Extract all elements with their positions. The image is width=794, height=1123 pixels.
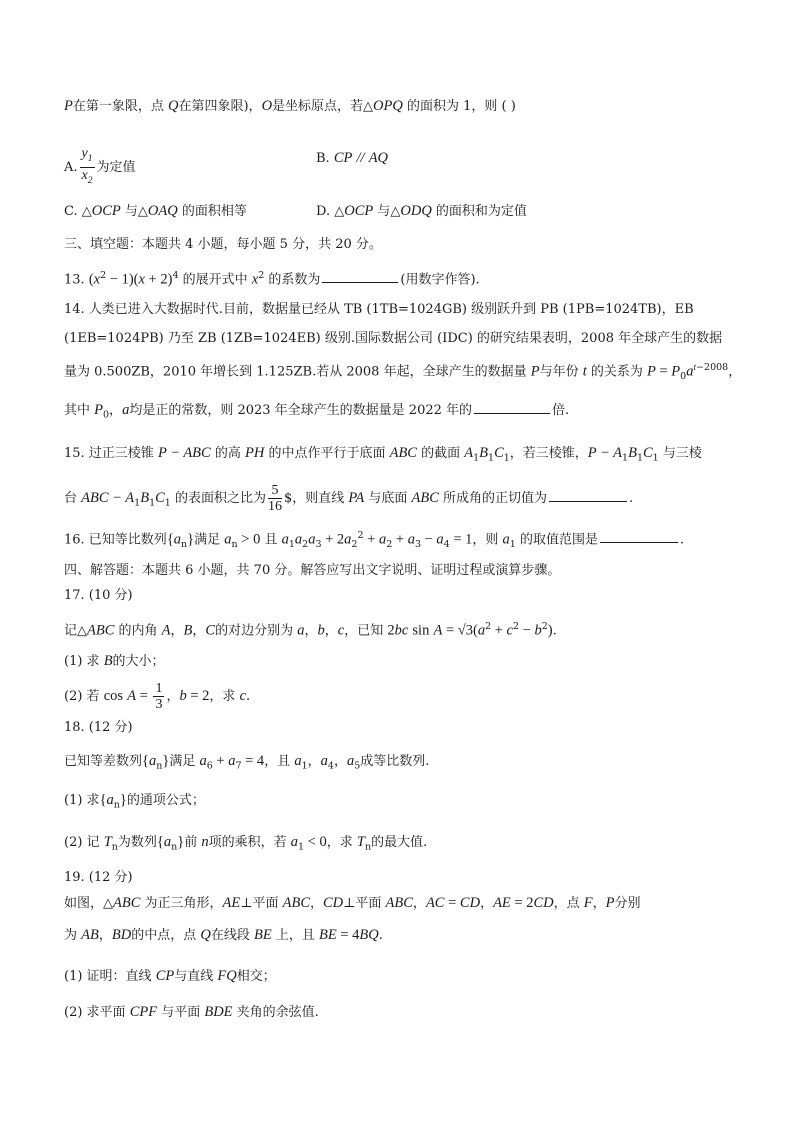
fraction-1-3: $\frac{1}{3}$	[155, 681, 163, 712]
q18-part-1: (1) 求$\{a_n\}$的通项公式；	[64, 792, 205, 811]
answer-blank	[474, 399, 550, 414]
q19-part-2: (2) 求平面 CPF 与平面 BDE 夹角的余弦值.	[64, 1004, 319, 1020]
q15-line-1: 15. 过正三棱锥 P − ABC 的高 PH 的中点作平行于底面 ABC 的截面 $A_1B_1C_1$，若三棱锥，$P - A_1B_1C_1$ 与三棱	[64, 445, 702, 464]
q13: 13. $(x^2 - 1)(x + 2)^4$ 的展开式中 $x^2$ 的系数为 (用数字作答).	[64, 270, 480, 288]
q19-line-1: 如图，△ABC 为正三角形，AE⊥平面 ABC，CD⊥平面 ABC，AC = CD，AE = 2CD，点 F，P分别	[64, 895, 641, 911]
q14-line-3: 量为 0.500ZB，2010 年增长到 1.125ZB.若从 2008 年起，全球产生的数据量 P与年份 t 的关系为 $P = P_0a^{t-2008}$，	[64, 362, 742, 382]
q17-part-2: (2) 若 cos A = $\frac{1}{3}$ ，b = 2，求 c.	[64, 681, 251, 712]
q14-line-2: (1EB=1024PB) 乃至 ZB (1ZB=1024EB) 级别.国际数据公司 (IDC) 的研究结果表明，2008 年全球产生的数据	[64, 331, 723, 346]
fraction-y1-x2: $\frac{y_1}{x_2}$	[81, 146, 93, 186]
q12-option-b: B. CP // AQ	[316, 150, 389, 166]
q19-line-2: 为 AB，BD的中点，点 Q在线段 BE 上，且 BE = 4BQ.	[64, 927, 383, 943]
section-3-heading: 三、填空题：本题共 4 小题，每小题 5 分，共 20 分。	[64, 237, 382, 252]
q17-heading: 17. (10 分)	[64, 588, 133, 603]
section-4-heading: 四、解答题：本题共 6 小题，共 70 分。解答应写出文字说明、证明过程或演算步骤。	[64, 563, 561, 578]
q14-line-4: 其中 $P_0$，a均是正的常数，则 2023 年全球产生的数据量是 2022 年的 倍.	[64, 399, 734, 426]
q19-part-1: (1) 证明：直线 CP与直线 FQ相交；	[64, 968, 276, 984]
q16: 16. 已知等比数列$\{a_n\}$满足 $a_n > 0$ 且 $a_1a_2a_3 + 2a_2^2 + a_2 + a_3 - a_4 = 1$，则 $a_1$ 的取值范围是 .	[64, 530, 685, 550]
answer-blank	[549, 487, 627, 502]
q12-option-c: C. △OCP 与△OAQ 的面积相等	[64, 203, 247, 219]
q17-part-1: (1) 求 B的大小；	[64, 653, 165, 669]
q12-option-a: A. $\frac{y_1}{x_2}$ 为定值	[64, 146, 734, 189]
answer-blank	[600, 528, 678, 543]
q18-stem: 已知等差数列$\{a_n\}$满足 $a_6 + a_7 = 4$，且 $a_1$，$a_4$，$a_5$成等比数列.	[64, 753, 430, 772]
answer-blank	[322, 268, 398, 283]
q15-line-2: 台 ABC − $A_1B_1C_1$ 的表面积之比为 $\frac{5}{16}$ $，则直线 PA 与底面 ABC 所成角的正切值为 .	[64, 483, 634, 514]
fraction-5-16: $\frac{5}{16}$	[267, 483, 282, 514]
q19-heading: 19. (12 分)	[64, 870, 133, 885]
q18-part-2: (2) 记 $T_n$为数列$\{a_n\}$前 n项的乘积，若 $a_1 < 0$，求 $T_n$的最大值.	[64, 834, 428, 853]
q17-stem: 记△ABC 的内角 A，B，C的对边分别为 a，b，c，已知 2bc $\sin A = √3(a^2 + c^2 - b^2)$.	[64, 621, 557, 639]
q12-stem: P在第一象限，点 Q在第四象限)，O是坐标原点，若△OPQ 的面积为 1，则 ( )	[64, 98, 516, 114]
q12-option-d: D. △OCP 与△ODQ 的面积和为定值	[316, 203, 527, 219]
q18-heading: 18. (12 分)	[64, 720, 133, 735]
q14-line-1: 14. 人类已进入大数据时代.目前，数据量已经从 TB (1TB=1024GB) 级别跃升到 PB (1PB=1024TB)，EB	[64, 302, 694, 317]
